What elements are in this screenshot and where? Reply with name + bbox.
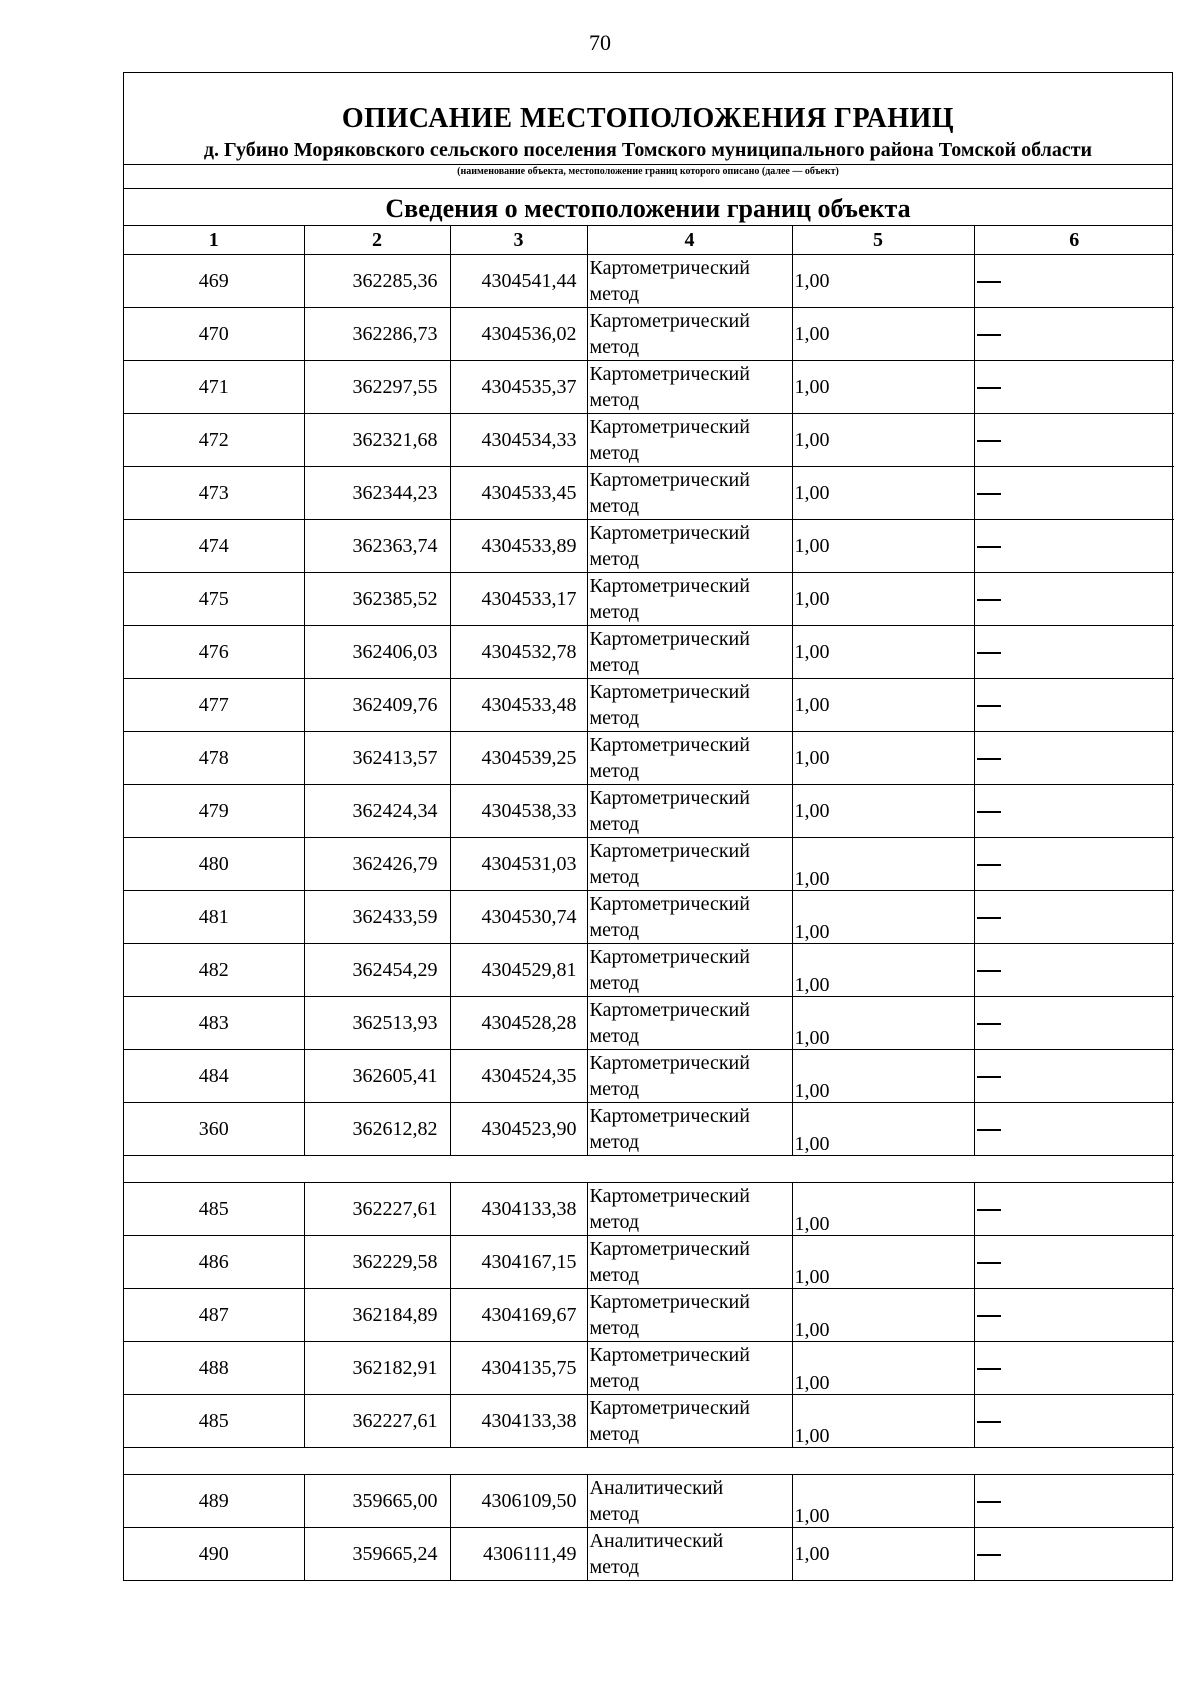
coordinate-x: 362513,93 — [304, 997, 450, 1050]
point-number: 479 — [124, 785, 304, 838]
method-word: метод — [589, 389, 640, 411]
method-word: метод — [589, 1370, 640, 1392]
description-cell — [974, 1528, 1174, 1581]
method-name: Картометрический — [589, 1052, 750, 1074]
coordinate-x: 362426,79 — [304, 838, 450, 891]
coordinates-table — [124, 226, 1174, 1580]
method-word: метод — [589, 1264, 640, 1286]
method-cell — [587, 255, 792, 308]
dash-mark — [977, 1076, 1001, 1078]
description-cell — [974, 1475, 1174, 1528]
method-name: Картометрический — [589, 363, 750, 385]
accuracy-value: 1,00 — [792, 732, 974, 785]
method-word: метод — [589, 442, 640, 464]
coordinate-y: 4304524,35 — [450, 1050, 587, 1103]
accuracy-value: 1,00 — [792, 414, 974, 467]
dash-mark — [977, 599, 1001, 601]
column-header: 4 — [587, 226, 792, 255]
dash-mark — [977, 1209, 1001, 1211]
dash-mark — [977, 917, 1001, 919]
page-title: ОПИСАНИЕ МЕСТОПОЛОЖЕНИЯ ГРАНИЦ — [341, 103, 955, 134]
coordinate-x: 362321,68 — [304, 414, 450, 467]
dash-mark — [977, 281, 1001, 283]
method-word: метод — [589, 1078, 640, 1100]
point-number: 470 — [124, 308, 304, 361]
coordinate-x: 362433,59 — [304, 891, 450, 944]
method-word: метод — [589, 813, 640, 835]
coordinate-x: 362229,58 — [304, 1236, 450, 1289]
description-cell — [974, 1395, 1174, 1448]
column-header: 1 — [124, 226, 304, 255]
method-name: Картометрический — [589, 1291, 750, 1313]
description-cell — [974, 1342, 1174, 1395]
coordinate-y: 4304536,02 — [450, 308, 587, 361]
point-number: 478 — [124, 732, 304, 785]
point-number: 481 — [124, 891, 304, 944]
description-cell — [974, 520, 1174, 573]
point-number: 489 — [124, 1475, 304, 1528]
method-cell — [587, 361, 792, 414]
description-cell — [974, 1289, 1174, 1342]
method-name: Аналитический — [589, 1477, 724, 1499]
table-row — [124, 573, 1174, 626]
method-cell — [587, 1342, 792, 1395]
table-row — [124, 255, 1174, 308]
coordinate-y: 4304133,38 — [450, 1395, 587, 1448]
coordinate-x: 362363,74 — [304, 520, 450, 573]
method-word: метод — [589, 1503, 640, 1525]
point-number: 485 — [124, 1395, 304, 1448]
method-cell — [587, 1289, 792, 1342]
accuracy-value: 1,00 — [792, 1183, 974, 1236]
method-name: Картометрический — [589, 310, 750, 332]
table-row — [124, 997, 1174, 1050]
coordinate-x: 359665,00 — [304, 1475, 450, 1528]
method-name: Картометрический — [589, 840, 750, 862]
method-word: метод — [589, 495, 640, 517]
dash-mark — [977, 1368, 1001, 1370]
table-row — [124, 1183, 1174, 1236]
method-word: метод — [589, 1556, 640, 1578]
table-row — [124, 891, 1174, 944]
method-cell — [587, 626, 792, 679]
coordinate-y: 4304533,45 — [450, 467, 587, 520]
table-row — [124, 1475, 1174, 1528]
method-name: Картометрический — [589, 575, 750, 597]
divider — [124, 164, 1172, 165]
method-cell — [587, 785, 792, 838]
method-word: метод — [589, 1317, 640, 1339]
method-name: Картометрический — [589, 1238, 750, 1260]
method-word: метод — [589, 1211, 640, 1233]
accuracy-value: 1,00 — [792, 838, 974, 891]
method-cell — [587, 573, 792, 626]
description-cell — [974, 997, 1174, 1050]
method-word: метод — [589, 1025, 640, 1047]
description-cell — [974, 308, 1174, 361]
coordinate-y: 4304531,03 — [450, 838, 587, 891]
method-cell — [587, 520, 792, 573]
accuracy-value: 1,00 — [792, 1395, 974, 1448]
point-number: 483 — [124, 997, 304, 1050]
table-row — [124, 838, 1174, 891]
coordinate-y: 4304533,89 — [450, 520, 587, 573]
coordinate-y: 4304533,17 — [450, 573, 587, 626]
table-row — [124, 1050, 1174, 1103]
dash-mark — [977, 1554, 1001, 1556]
coordinate-y: 4306111,49 — [450, 1528, 587, 1581]
dash-mark — [977, 334, 1001, 336]
description-cell — [974, 1183, 1174, 1236]
dash-mark — [977, 1501, 1001, 1503]
coordinate-x: 362612,82 — [304, 1103, 450, 1156]
method-name: Картометрический — [589, 257, 750, 279]
accuracy-value: 1,00 — [792, 1103, 974, 1156]
point-number: 360 — [124, 1103, 304, 1156]
method-name: Картометрический — [589, 681, 750, 703]
method-word: метод — [589, 760, 640, 782]
group-separator-row — [124, 1156, 1174, 1183]
description-cell — [974, 944, 1174, 997]
coordinate-x: 362227,61 — [304, 1395, 450, 1448]
accuracy-value: 1,00 — [792, 361, 974, 414]
table-row — [124, 1103, 1174, 1156]
coordinate-y: 4304135,75 — [450, 1342, 587, 1395]
method-cell — [587, 891, 792, 944]
accuracy-value: 1,00 — [792, 626, 974, 679]
table-row — [124, 1289, 1174, 1342]
table-row — [124, 1342, 1174, 1395]
coordinate-x: 362409,76 — [304, 679, 450, 732]
method-word: метод — [589, 707, 640, 729]
accuracy-value: 1,00 — [792, 467, 974, 520]
description-cell — [974, 1103, 1174, 1156]
method-cell — [587, 1050, 792, 1103]
method-name: Картометрический — [589, 734, 750, 756]
coordinate-y: 4304534,33 — [450, 414, 587, 467]
method-word: метод — [589, 972, 640, 994]
accuracy-value: 1,00 — [792, 891, 974, 944]
coordinate-y: 4304167,15 — [450, 1236, 587, 1289]
dash-mark — [977, 546, 1001, 548]
method-name: Картометрический — [589, 469, 750, 491]
dash-mark — [977, 652, 1001, 654]
description-cell — [974, 891, 1174, 944]
coordinate-x: 362297,55 — [304, 361, 450, 414]
method-cell — [587, 1183, 792, 1236]
description-cell — [974, 732, 1174, 785]
method-word: метод — [589, 866, 640, 888]
point-number: 472 — [124, 414, 304, 467]
dash-mark — [977, 1023, 1001, 1025]
coordinate-y: 4304169,67 — [450, 1289, 587, 1342]
method-name: Картометрический — [589, 1397, 750, 1419]
table-row — [124, 520, 1174, 573]
description-cell — [974, 361, 1174, 414]
column-header: 3 — [450, 226, 587, 255]
coordinate-x: 362424,34 — [304, 785, 450, 838]
method-cell — [587, 732, 792, 785]
point-number: 473 — [124, 467, 304, 520]
group-separator-row — [124, 1448, 1174, 1475]
accuracy-value: 1,00 — [792, 1342, 974, 1395]
point-number: 476 — [124, 626, 304, 679]
point-number: 485 — [124, 1183, 304, 1236]
accuracy-value: 1,00 — [792, 679, 974, 732]
method-name: Картометрический — [589, 893, 750, 915]
accuracy-value: 1,00 — [792, 1475, 974, 1528]
accuracy-value: 1,00 — [792, 255, 974, 308]
method-name: Картометрический — [589, 416, 750, 438]
column-header: 5 — [792, 226, 974, 255]
coordinate-x: 362285,36 — [304, 255, 450, 308]
coordinate-x: 362184,89 — [304, 1289, 450, 1342]
accuracy-value: 1,00 — [792, 1050, 974, 1103]
coordinate-y: 4304530,74 — [450, 891, 587, 944]
point-number: 474 — [124, 520, 304, 573]
description-cell — [974, 679, 1174, 732]
object-caption: (наименование объекта, местоположение границ которого описано (далее — объект) — [457, 166, 839, 177]
method-name: Картометрический — [589, 999, 750, 1021]
method-name: Картометрический — [589, 1185, 750, 1207]
method-cell — [587, 308, 792, 361]
method-name: Картометрический — [589, 1344, 750, 1366]
method-name: Картометрический — [589, 787, 750, 809]
method-cell — [587, 1475, 792, 1528]
table-row — [124, 361, 1174, 414]
dash-mark — [977, 864, 1001, 866]
dash-mark — [977, 705, 1001, 707]
method-word: метод — [589, 919, 640, 941]
dash-mark — [977, 493, 1001, 495]
method-word: метод — [589, 1131, 640, 1153]
method-name: Картометрический — [589, 628, 750, 650]
description-cell — [974, 467, 1174, 520]
page-number: 70 — [589, 30, 611, 55]
method-name: Картометрический — [589, 522, 750, 544]
point-number: 471 — [124, 361, 304, 414]
description-cell — [974, 785, 1174, 838]
description-cell — [974, 838, 1174, 891]
coordinate-y: 4304541,44 — [450, 255, 587, 308]
point-number: 469 — [124, 255, 304, 308]
point-number: 482 — [124, 944, 304, 997]
dash-mark — [977, 1421, 1001, 1423]
accuracy-value: 1,00 — [792, 997, 974, 1050]
title-block — [124, 73, 1172, 189]
coordinate-y: 4304533,48 — [450, 679, 587, 732]
accuracy-value: 1,00 — [792, 308, 974, 361]
point-number: 480 — [124, 838, 304, 891]
dash-mark — [977, 1315, 1001, 1317]
accuracy-value: 1,00 — [792, 785, 974, 838]
point-number: 475 — [124, 573, 304, 626]
coordinate-y: 4304535,37 — [450, 361, 587, 414]
table-row — [124, 1395, 1174, 1448]
description-cell — [974, 573, 1174, 626]
method-cell — [587, 467, 792, 520]
table-row — [124, 1528, 1174, 1581]
coordinate-y: 4304532,78 — [450, 626, 587, 679]
accuracy-value: 1,00 — [792, 520, 974, 573]
dash-mark — [977, 970, 1001, 972]
description-cell — [974, 1050, 1174, 1103]
coordinate-y: 4304523,90 — [450, 1103, 587, 1156]
accuracy-value: 1,00 — [792, 573, 974, 626]
method-word: метод — [589, 1423, 640, 1445]
column-header: 2 — [304, 226, 450, 255]
group-separator — [124, 1448, 1174, 1475]
method-word: метод — [589, 548, 640, 570]
coordinate-y: 4304538,33 — [450, 785, 587, 838]
accuracy-value: 1,00 — [792, 1528, 974, 1581]
method-cell — [587, 1236, 792, 1289]
dash-mark — [977, 1129, 1001, 1131]
dash-mark — [977, 387, 1001, 389]
table-row — [124, 626, 1174, 679]
table-row — [124, 679, 1174, 732]
method-cell — [587, 997, 792, 1050]
point-number: 490 — [124, 1528, 304, 1581]
point-number: 477 — [124, 679, 304, 732]
coordinate-y: 4304528,28 — [450, 997, 587, 1050]
method-cell — [587, 679, 792, 732]
method-cell — [587, 838, 792, 891]
point-number: 486 — [124, 1236, 304, 1289]
method-word: метод — [589, 283, 640, 305]
dash-mark — [977, 440, 1001, 442]
coordinate-x: 362182,91 — [304, 1342, 450, 1395]
table-row — [124, 467, 1174, 520]
coordinate-x: 362344,23 — [304, 467, 450, 520]
method-name: Картометрический — [589, 946, 750, 968]
column-header: 6 — [974, 226, 1174, 255]
table-row — [124, 1236, 1174, 1289]
table-row — [124, 308, 1174, 361]
coordinate-x: 362385,52 — [304, 573, 450, 626]
dash-mark — [977, 758, 1001, 760]
coordinate-x: 362454,29 — [304, 944, 450, 997]
method-cell — [587, 944, 792, 997]
table-row — [124, 414, 1174, 467]
dash-mark — [977, 811, 1001, 813]
description-cell — [974, 1236, 1174, 1289]
method-name: Картометрический — [589, 1105, 750, 1127]
coordinate-y: 4304133,38 — [450, 1183, 587, 1236]
description-cell — [974, 414, 1174, 467]
method-word: метод — [589, 601, 640, 623]
group-separator — [124, 1156, 1174, 1183]
coordinate-x: 362286,73 — [304, 308, 450, 361]
dash-mark — [977, 1262, 1001, 1264]
document-frame — [123, 72, 1173, 1581]
table-row — [124, 944, 1174, 997]
method-word: метод — [589, 336, 640, 358]
section-title: Сведения о местоположении границ объекта — [124, 189, 1172, 226]
description-cell — [974, 255, 1174, 308]
method-cell — [587, 1528, 792, 1581]
point-number: 487 — [124, 1289, 304, 1342]
accuracy-value: 1,00 — [792, 1289, 974, 1342]
table-row — [124, 785, 1174, 838]
coordinate-x: 362227,61 — [304, 1183, 450, 1236]
coordinate-x: 362413,57 — [304, 732, 450, 785]
object-name: д. Губино Моряковского сельского поселения Томского муниципального района Томской области — [203, 139, 1093, 161]
point-number: 484 — [124, 1050, 304, 1103]
coordinate-x: 362406,03 — [304, 626, 450, 679]
accuracy-value: 1,00 — [792, 1236, 974, 1289]
method-name: Аналитический — [589, 1530, 724, 1552]
table-header-row — [124, 226, 1174, 255]
accuracy-value: 1,00 — [792, 944, 974, 997]
method-cell — [587, 1395, 792, 1448]
point-number: 488 — [124, 1342, 304, 1395]
method-word: метод — [589, 654, 640, 676]
coordinate-x: 359665,24 — [304, 1528, 450, 1581]
coordinate-x: 362605,41 — [304, 1050, 450, 1103]
table-row — [124, 732, 1174, 785]
method-cell — [587, 414, 792, 467]
method-cell — [587, 1103, 792, 1156]
coordinate-y: 4306109,50 — [450, 1475, 587, 1528]
description-cell — [974, 626, 1174, 679]
coordinate-y: 4304539,25 — [450, 732, 587, 785]
coordinate-y: 4304529,81 — [450, 944, 587, 997]
